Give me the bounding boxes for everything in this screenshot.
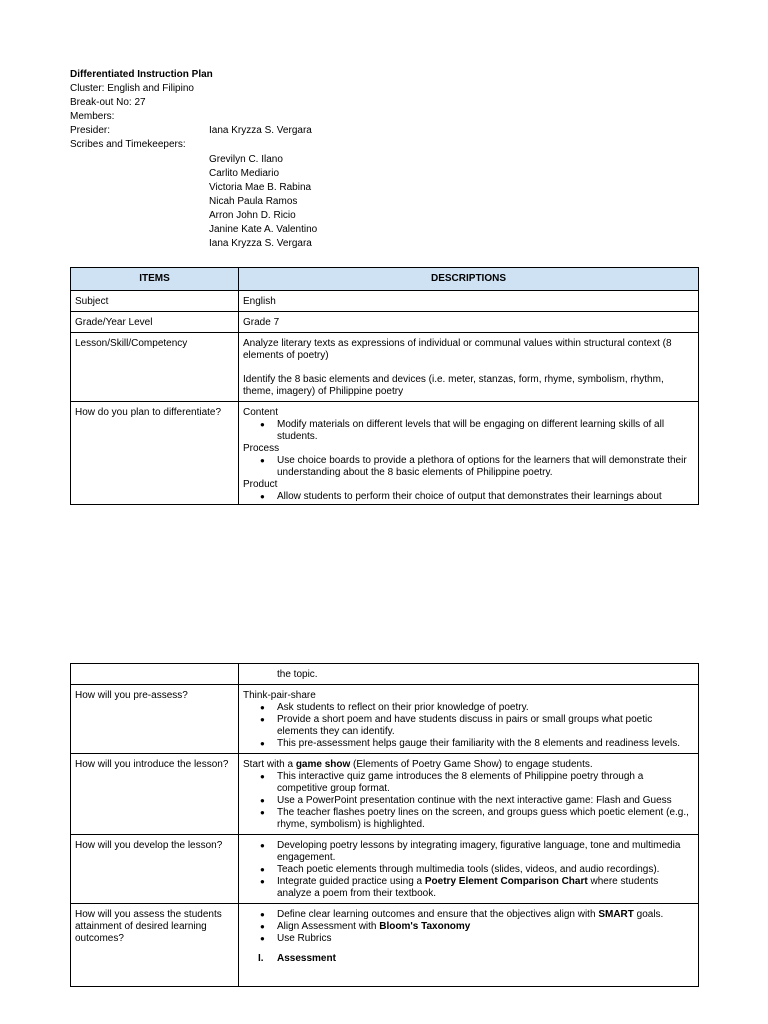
list-item: ● Provide a short poem and have students discuss in pairs or small groups what poetic elements they can identify. [277,714,694,738]
content-list [243,419,694,443]
assess-b1-bold: SMART [598,909,634,920]
develop-list [243,840,694,900]
assessment-section [243,953,694,965]
row-label-differentiate: How do you plan to differentiate? [71,402,239,505]
member-name: Arron John D. Ricio [209,209,296,221]
list-item: ● Ask students to reflect on their prior knowledge of poetry. [277,702,694,714]
row-value-introduce [239,754,699,835]
row-label-introduce: How will you introduce the lesson? [71,754,239,835]
assessment-heading [258,953,694,965]
product-heading: Product [243,479,278,490]
member-name: Iana Kryzza S. Vergara [209,238,312,250]
column-header-items: ITEMS [71,268,239,291]
row-label-lesson: Lesson/Skill/Competency [71,333,239,402]
member-list [70,153,317,252]
member-name: Grevilyn C. Ilano [209,153,283,165]
develop-b3-tail: where students analyze a poem from their textbook. [277,876,659,899]
list-item: ● Use a PowerPoint presentation continue with the next interactive game: Flash and Guess [277,795,694,807]
member-name: Carlito Mediario [209,167,280,179]
list-item: ● Use Rubrics [277,933,694,945]
list-item: ● Modify materials on different levels that will be engaging on different learning skills of all students. [277,419,694,443]
row-value-preassess [239,685,699,754]
table-row [71,402,699,505]
lesson-paragraph: Analyze literary texts as expressions of individual or communal values within structural context (8 elements of poetry) [243,338,672,361]
row-label-develop: How will you develop the lesson? [71,835,239,904]
section-number: I. [258,953,264,964]
row-label-assess: How will you assess the students attainment of desired learning outcomes? [71,904,239,987]
intro-lead: Start with a [243,759,296,770]
intro-line [243,759,694,771]
member-name: Janine Kate A. Valentino [209,224,318,236]
table-row [71,312,699,333]
list-item: ● Allow students to perform their choice of output that demonstrates their learnings about [277,491,694,503]
row-value-continuation [239,664,699,685]
breakout-line: Break-out No: 27 [70,97,146,109]
row-value-differentiate [239,402,699,505]
row-value-lesson [239,333,699,402]
list-item: ● Developing poetry lessons by integrating imagery, figurative language, tone and multimedia engagement. [277,840,694,864]
table-row [71,754,699,835]
list-item: ● This pre-assessment helps gauge their familiarity with the 8 elements and readiness levels. [277,738,694,750]
continuation-text: the topic. [277,669,318,680]
list-item: ● The teacher flashes poetry lines on the screen, and groups guess which poetic element (e.g., rhyme, symbolism) is highlighted. [277,807,694,831]
plan-table-page-2 [70,663,699,987]
row-value-subject: English [239,291,699,312]
cluster-line: Cluster: English and Filipino [70,83,194,95]
preassess-list [243,702,694,750]
document-title: Differentiated Instruction Plan [70,69,213,80]
process-heading: Process [243,443,280,454]
row-label-subject: Subject [71,291,239,312]
row-label-grade: Grade/Year Level [71,312,239,333]
row-label-empty [71,664,239,685]
intro-list [243,771,694,831]
list-item: ● This interactive quiz game introduces the 8 elements of Philippine poetry through a competitive group format. [277,771,694,795]
assess-b2-bold: Bloom's Taxonomy [379,921,471,932]
table-row [71,685,699,754]
list-item: ● Use choice boards to provide a plethora of options for the learners that will demonstrate their understanding about the 8 basic elements of Philippine poetry. [277,455,694,479]
members-label: Members: [70,111,115,123]
table-row [71,333,699,402]
row-value-assess [239,904,699,987]
row-label-preassess: How will you pre-assess? [71,685,239,754]
table-row [71,291,699,312]
assess-list [243,909,694,945]
presider-name: Iana Kryzza S. Vergara [209,125,312,137]
table-row [71,904,699,987]
row-value-grade: Grade 7 [239,312,699,333]
lesson-paragraph: Identify the 8 basic elements and devices (i.e. meter, stanzas, form, rhyme, symbolism, rhythm, theme, imagery) of Philippine poetry [243,374,664,397]
list-item [277,909,694,921]
assess-b1-lead: Define clear learning outcomes and ensure that the objectives align with [277,909,599,920]
presider-label: Presider: [70,125,111,137]
intro-bold: game show [295,759,351,770]
intro-tail: (Elements of Poetry Game Show) to engage students. [350,759,593,770]
member-name: Victoria Mae B. Rabina [209,181,312,193]
list-item [277,876,694,900]
table-row [71,664,699,685]
section-title: Assessment [277,953,336,964]
table-header-row [71,268,699,291]
list-item: ● Teach poetic elements through multimedia tools (slides, videos, and audio recordings). [277,864,694,876]
column-header-descriptions: DESCRIPTIONS [239,268,699,291]
presider-row [70,124,317,138]
document-header [70,68,317,251]
row-value-develop [239,835,699,904]
scribes-label: Scribes and Timekeepers: [70,139,186,151]
list-item [277,921,694,933]
develop-b3-bold: Poetry Element Comparison Chart [424,876,588,887]
assess-b1-tail: goals. [633,909,664,920]
process-list [243,455,694,479]
table-row [71,835,699,904]
member-name: Nicah Paula Ramos [209,195,298,207]
assess-b2-lead: Align Assessment with [277,921,380,932]
plan-table-page-1 [70,267,699,505]
preassess-heading: Think-pair-share [243,690,316,701]
product-list [243,491,694,503]
develop-b3-lead: Integrate guided practice using a [277,876,425,887]
content-heading: Content [243,407,279,418]
